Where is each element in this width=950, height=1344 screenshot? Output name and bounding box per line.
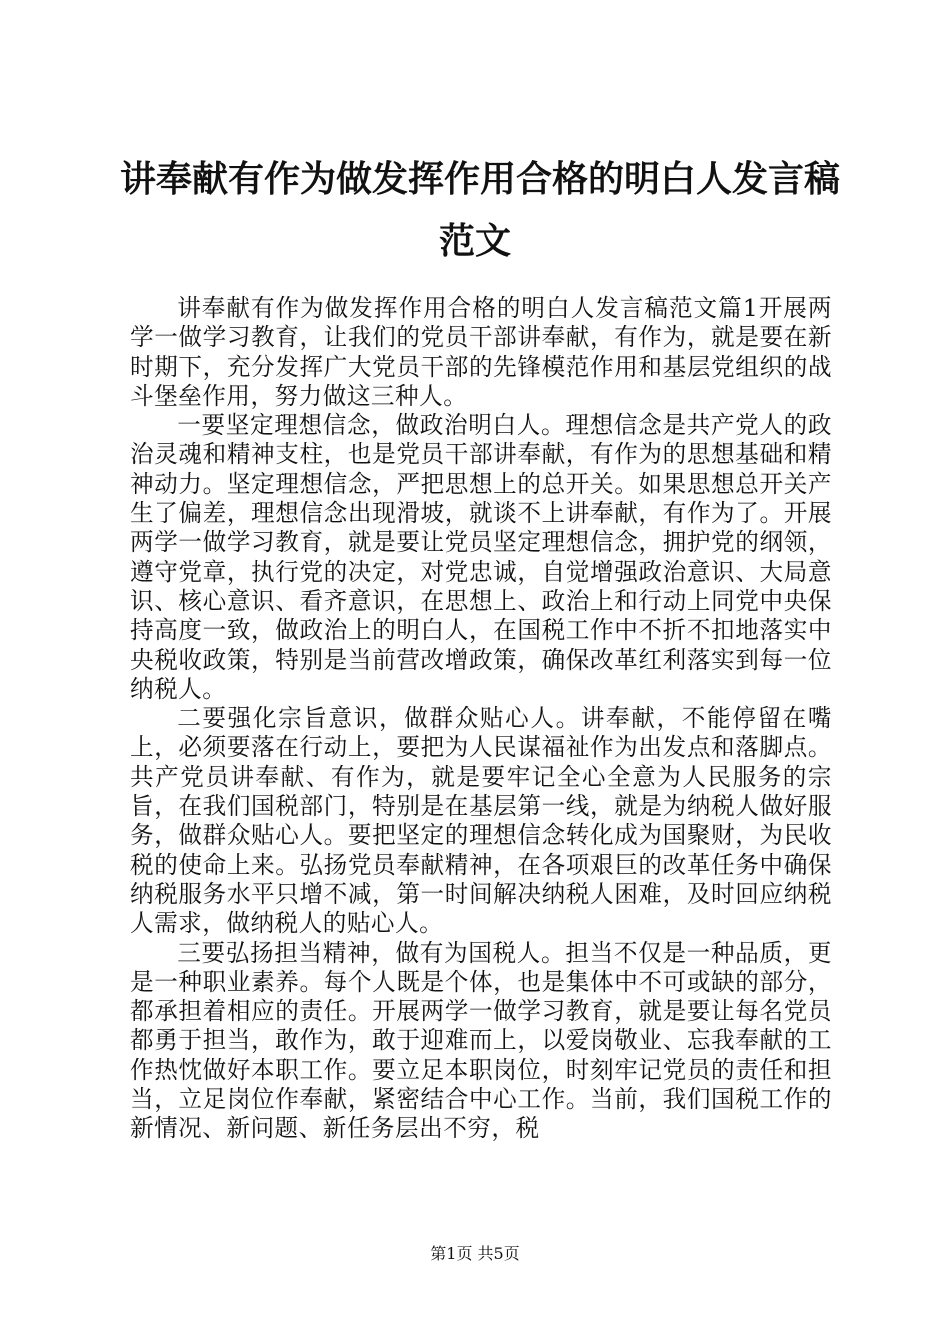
document-title-line-2: 范文 [438,221,511,262]
paragraph-intro: 讲奉献有作为做发挥作用合格的明白人发言稿范文篇1开展两学一做学习教育，让我们的党员干部讲奉献，有作为，就是要在新时期下，充分发挥广大党员干部的先锋模范作用和基层党组织的战斗堡垒作用，努力做这三种人。 [130,294,832,410]
document-body [130,294,832,1144]
paragraph-purpose: 二要强化宗旨意识，做群众贴心人。讲奉献，不能停留在嘴上，必须要落在行动上，要把为人民谋福祉作为出发点和落脚点。共产党员讲奉献、有作为，就是要牢记全心全意为人民服务的宗旨，在我们国税部门，特别是在基层第一线，就是为纳税人做好服务，做群众贴心人。要把坚定的理想信念转化成为国聚财，为民收税的使命上来。弘扬党员奉献精神，在各项艰巨的改革任务中确保纳税服务水平只增不减，第一时间解决纳税人困难，及时回应纳税人需求，做纳税人的贴心人。 [130,704,832,938]
document-title-line-1: 讲奉献有作为做发挥作用合格的明白人发言稿 [120,159,841,200]
paragraph-responsibility: 三要弘扬担当精神，做有为国税人。担当不仅是一种品质，更是一种职业素养。每个人既是个体，也是集体中不可或缺的部分，都承担着相应的责任。开展两学一做学习教育，就是要让每名党员都勇于担当，敢作为，敢于迎难而上，以爱岗敬业、忘我奉献的工作热忱做好本职工作。要立足本职岗位，时刻牢记党员的责任和担当，立足岗位作奉献，紧密结合中心工作。当前，我们国税工作的新情况、新问题、新任务层出不穷，税 [130,938,832,1143]
paragraph-ideals: 一要坚定理想信念，做政治明白人。理想信念是共产党人的政治灵魂和精神支柱，也是党员干部讲奉献，有作为的思想基础和精神动力。坚定理想信念，严把思想上的总开关。如果思想总开关产生了偏差，理想信念出现滑坡，就谈不上讲奉献，有作为了。开展两学一做学习教育，就是要让党员坚定理想信念，拥护党的纲领，遵守党章，执行党的决定，对党忠诚，自觉增强政治意识、大局意识、核心意识、看齐意识，在思想上、政治上和行动上同党中央保持高度一致，做政治上的明白人，在国税工作中不折不扣地落实中央税收政策，特别是当前营改增政策，确保改革红利落实到每一位纳税人。 [130,411,832,703]
page-footer: 第1页 共5页 [430,1244,520,1263]
